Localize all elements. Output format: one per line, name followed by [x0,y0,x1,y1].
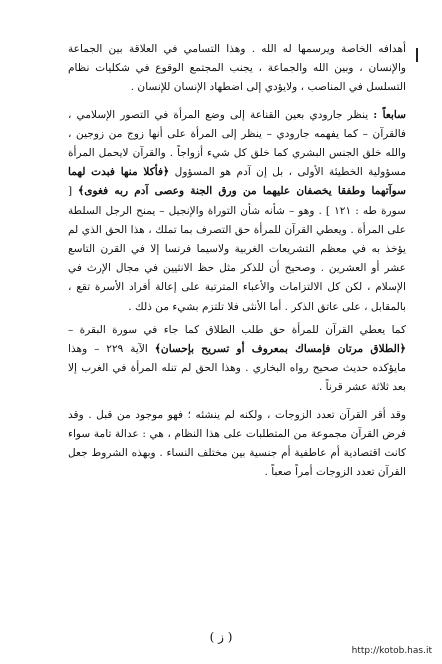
page-number: ( ز ) [209,630,233,644]
paragraph-3 [68,321,406,398]
paragraph-4: وقد أقر القرآن تعدد الزوجات ، ولكنه لم ينشئه ؛ فهو موجود من قبل . وقد فرض القرآن مجموعة من المتطلبات على هذا النظام ، هي : عدالة تامة سواء كانت اقتصادية أم عاطفية أم جنسية بين مختلف النساء . وبهذه الشروط جعل القرآن تعدد الزوجات أمراً صعباً . [68,408,406,479]
quran-verse-baqara: ﴿الطلاق مرتان فإمساك بمعروف أو تسريح بإحسان﴾ [154,343,406,356]
paragraph-3-text-a: كما يعطي القرآن للمرأة حق طلب الطلاق كما جاء في سورة البقرة – [68,323,406,336]
paragraph-3-text-b: الآية ٢٢٩ – وهذا مايؤكده حديث صحيح رواه البخاري . وهذا الحق لم تنله المرأة في الغرب إلا بعد ثلاثة عشر قرناً . [68,343,406,394]
source-url[interactable]: http://kotob.has.it [351,646,432,656]
paragraph-2-text-a: ينظر جارودي بعين القناعة إلى وضع المرأة في التصور الإسلامي ، فالقرآن – كما يفهمه جارودي – ينظر إلى المرأة على أنها زوج من زوجين ، والله خلق الجنس البشري كما خلق كل شيء أزواجاً . والقرآن لايحمل المرأة مسؤولية الخطيئة الأولى ، بل إن آدم هو المسؤول [68,108,407,179]
paragraph-1: أهدافه الخاصة ويرسمها له الله . وهذا التسامي في العلاقة بين الجماعة والإنسان ، وبين الله والجماعة ، يجنب المجتمع الوقوع في شكليات نظام التسلسل في المناصب ، ولايؤدي إلى اضطهاد الإنسان للإنسان . [68,43,406,94]
quran-verse-taha: ﴿فأكلا منها فبدت لهما سوآتهما وطفقا يخصفان عليهما من ورق الجنة وعصى آدم ربه فغوى﴾ [68,166,406,198]
body-text [68,40,406,482]
paragraph-2-text-b: [ سورة طه : ١٢١ ] . وهو – شأنه شأن التوراة والإنجيل – يمنح الرجل السلطة على المرأة . ويعطي القرآن للمرأة حق التصرف بما تملك ، هذا الحق الذي لم يؤخذ به في معظم التشريعات الغربية ولاسيما فرنسا إلا في القرن التاسع عشر أو العشرين . وصحيح أن للذكر مثل حظ الانثيين في مجال الإرث في الإسلام ، لكن كل الالتزامات والأعباء المترتبة على إعالة أفراد الأسرة تقع ، بالمقابل ، على عاتق الذكر . أما الأنثى فلا تلتزم بشيء من ذلك . [68,185,406,313]
margin-mark [416,48,418,62]
paragraph-2 [68,106,406,317]
section-heading: سابعاً : [373,108,406,121]
